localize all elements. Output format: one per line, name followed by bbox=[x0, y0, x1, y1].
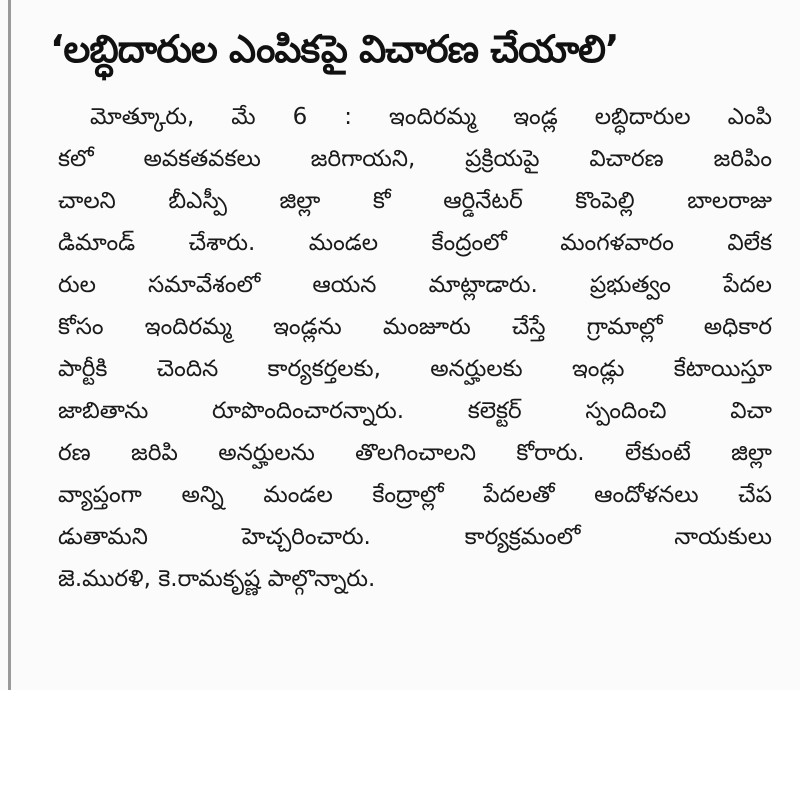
article-line: డిమాండ్ చేశారు. మండల కేంద్రంలో మంగళవారం విలేక bbox=[58, 230, 772, 256]
column-rule bbox=[8, 0, 11, 690]
article-line: జె.మురళి, కె.రామకృష్ణ పాల్గొన్నారు. bbox=[58, 566, 376, 592]
headline: ‘లబ్ధిదారుల ఎంపికపై విచారణ చేయాలి’ bbox=[50, 27, 619, 71]
article-line: జాబితాను రూపొందించారన్నారు. కలెక్టర్ స్పందించి విచా bbox=[58, 398, 772, 424]
article-line: చాలని బీఎస్పీ జిల్లా కో ఆర్డినేటర్ కొంపెల్లి బాలరాజు bbox=[58, 188, 772, 214]
article-line: రణ జరిపి అనర్హులను తొలగించాలని కోరారు. లేకుంటే జిల్లా bbox=[58, 440, 772, 466]
article-line: డుతామని హెచ్చరించారు. కార్యక్రమంలో నాయకులు bbox=[58, 524, 772, 550]
article-line: పార్టీకి చెందిన కార్యకర్తలకు, అనర్హులకు ఇండ్లు కేటాయిస్తూ bbox=[58, 356, 772, 382]
article-line: కోసం ఇందిరమ్మ ఇండ్లను మంజూరు చేస్తే గ్రామాల్లో అధికార bbox=[58, 314, 772, 340]
article-line: మోత్కూరు, మే 6 : ఇందిరమ్మ ఇండ్ల లబ్ధిదారుల ఎంపి bbox=[90, 104, 772, 130]
article-body bbox=[58, 96, 772, 600]
article-line: రుల సమావేశంలో ఆయన మాట్లాడారు. ప్రభుత్వం పేదల bbox=[58, 272, 772, 298]
article-line: కలో అవకతవకలు జరిగాయని, ప్రక్రియపై విచారణ జరిపిం bbox=[58, 146, 772, 172]
article-line: వ్యాప్తంగా అన్ని మండల కేంద్రాల్లో పేదలతో ఆందోళనలు చేప bbox=[58, 482, 772, 508]
